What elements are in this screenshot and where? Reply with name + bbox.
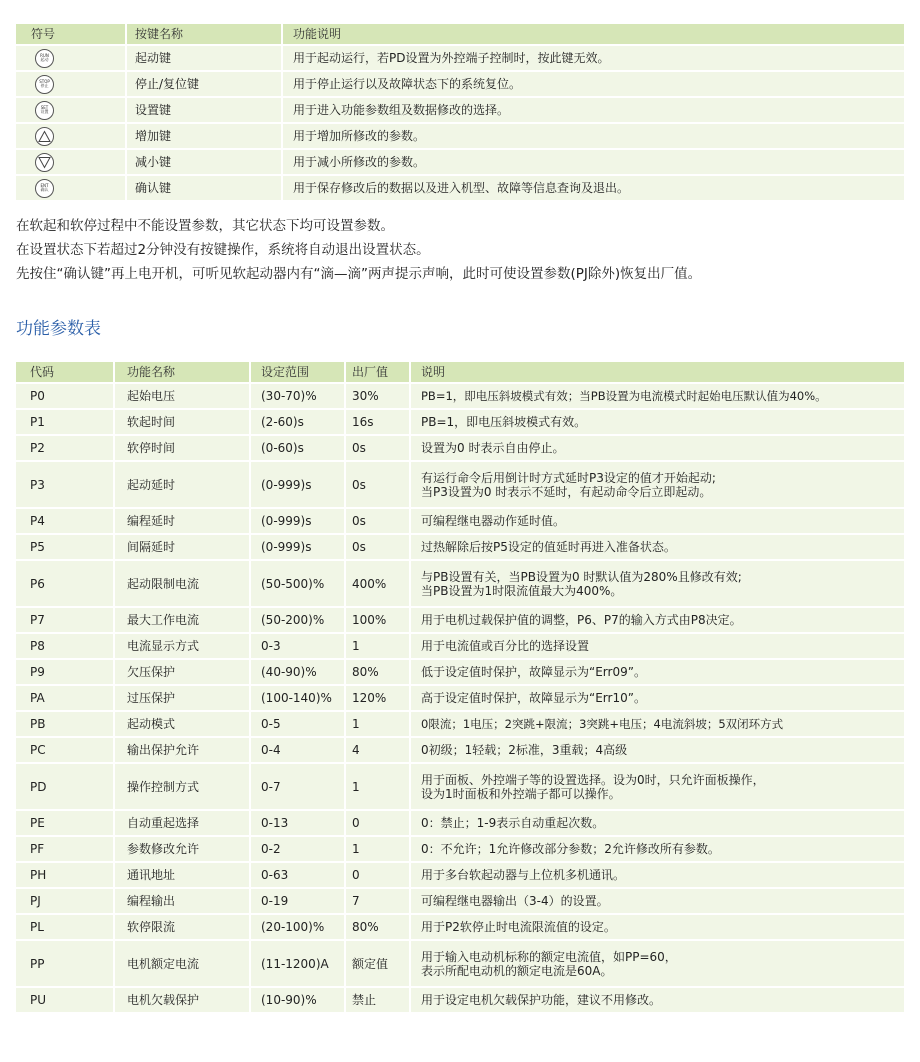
param-row-pl — [16, 913, 904, 939]
key-desc: 用于减小所修改的参数。 — [281, 148, 904, 174]
param-desc: 高于设定值时保护，故障显示为“Err10”。 — [409, 684, 904, 710]
param-desc: 0：禁止；1-9表示自动重起次数。 — [409, 809, 904, 835]
param-default: 0 — [344, 861, 409, 887]
param-default: 100% — [344, 606, 409, 632]
parameter-table — [16, 362, 904, 1012]
param-name: 间隔延时 — [113, 533, 249, 559]
param-range: 0-19 — [249, 887, 344, 913]
param-name: 欠压保护 — [113, 658, 249, 684]
param-row-pc — [16, 736, 904, 762]
param-rows — [16, 382, 904, 1012]
param-default: 额定值 — [344, 939, 409, 986]
key-name: 减小键 — [125, 148, 281, 174]
header-key-name: 按键名称 — [125, 24, 281, 44]
param-desc: 可编程继电器输出（3-4）的设置。 — [409, 887, 904, 913]
param-name: 编程输出 — [113, 887, 249, 913]
param-default: 400% — [344, 559, 409, 606]
triangle-down-icon — [35, 153, 54, 172]
param-desc: PB=1，即电压斜坡模式有效；当PB设置为电流模式时起始电压默认值为40%。 — [409, 382, 904, 408]
key-row-set — [16, 96, 904, 122]
param-name: 起动延时 — [113, 460, 249, 507]
param-range: (40-90)% — [249, 658, 344, 684]
param-name: 编程延时 — [113, 507, 249, 533]
param-desc: 0：不允许；1允许修改部分参数；2允许修改所有参数。 — [409, 835, 904, 861]
param-desc: 0初级；1轻载；2标准，3重载；4高级 — [409, 736, 904, 762]
param-code: P6 — [16, 559, 113, 606]
param-code: P5 — [16, 533, 113, 559]
key-desc: 用于进入功能参数组及数据修改的选择。 — [281, 96, 904, 122]
param-range: (10-90)% — [249, 986, 344, 1012]
key-name: 增加键 — [125, 122, 281, 148]
param-default: 0 — [344, 809, 409, 835]
param-range: (30-70)% — [249, 382, 344, 408]
header-range: 设定范围 — [249, 362, 344, 382]
param-code: P7 — [16, 606, 113, 632]
param-code: PU — [16, 986, 113, 1012]
param-code: P4 — [16, 507, 113, 533]
note-line: 先按住“确认键”再上电开机，可听见软起动器内有“滴—滴”两声提示声响，此时可使设置参数(PJ除外)恢复出厂值。 — [16, 266, 702, 282]
param-range: 0-5 — [249, 710, 344, 736]
param-name: 通讯地址 — [113, 861, 249, 887]
param-row-pj — [16, 887, 904, 913]
param-desc: 用于多台软起动器与上位机多机通讯。 — [409, 861, 904, 887]
key-function-table — [16, 24, 904, 200]
param-range: (20-100)% — [249, 913, 344, 939]
key-name: 起动键 — [125, 44, 281, 70]
param-desc: 过热解除后按P5设定的值延时再进入准备状态。 — [409, 533, 904, 559]
key-desc: 用于增加所修改的参数。 — [281, 122, 904, 148]
param-default: 80% — [344, 658, 409, 684]
param-row-ph — [16, 861, 904, 887]
key-row-stop — [16, 70, 904, 96]
param-row-pe — [16, 809, 904, 835]
setup-notes — [16, 214, 701, 286]
param-default: 80% — [344, 913, 409, 939]
param-default: 1 — [344, 835, 409, 861]
header-symbol: 符号 — [16, 24, 125, 44]
param-row-p2 — [16, 434, 904, 460]
param-range: 0-63 — [249, 861, 344, 887]
param-range: (11-1200)A — [249, 939, 344, 986]
param-row-p1 — [16, 408, 904, 434]
param-code: PH — [16, 861, 113, 887]
param-default: 1 — [344, 632, 409, 658]
enter-key-icon: ENT 确认 — [35, 179, 54, 198]
param-code: PE — [16, 809, 113, 835]
param-default: 0s — [344, 507, 409, 533]
header-code: 代码 — [16, 362, 113, 382]
param-name: 参数修改允许 — [113, 835, 249, 861]
param-range: 0-3 — [249, 632, 344, 658]
param-code: P3 — [16, 460, 113, 507]
param-code: PJ — [16, 887, 113, 913]
param-default: 1 — [344, 710, 409, 736]
param-range: 0-13 — [249, 809, 344, 835]
header-default: 出厂值 — [344, 362, 409, 382]
key-desc: 用于停止运行以及故障状态下的系统复位。 — [281, 70, 904, 96]
param-range: (50-200)% — [249, 606, 344, 632]
param-name: 起动模式 — [113, 710, 249, 736]
key-row-decrease — [16, 148, 904, 174]
param-desc: 用于设定电机欠载保护功能，建议不用修改。 — [409, 986, 904, 1012]
param-name: 电机额定电流 — [113, 939, 249, 986]
param-row-p6 — [16, 559, 904, 606]
param-desc: 用于输入电动机标称的额定电流值，如PP=60， 表示所配电动机的额定电流是60A。 — [409, 939, 904, 986]
param-desc: PB=1，即电压斜坡模式有效。 — [409, 408, 904, 434]
key-row-enter — [16, 174, 904, 200]
param-range: 0-7 — [249, 762, 344, 809]
param-name: 起动限制电流 — [113, 559, 249, 606]
header-desc: 说明 — [409, 362, 904, 382]
key-row-run — [16, 44, 904, 70]
param-code: P2 — [16, 434, 113, 460]
param-default: 120% — [344, 684, 409, 710]
param-row-p7 — [16, 606, 904, 632]
param-name: 过压保护 — [113, 684, 249, 710]
param-row-p4 — [16, 507, 904, 533]
param-row-pa — [16, 684, 904, 710]
param-desc: 与PB设置有关，当PB设置为0 时默认值为280%且修改有效; 当PB设置为1时限流值最大为400%。 — [409, 559, 904, 606]
param-default: 0s — [344, 533, 409, 559]
set-key-icon: SET 设置 — [35, 101, 54, 120]
param-row-p9 — [16, 658, 904, 684]
param-default: 16s — [344, 408, 409, 434]
key-table-header — [16, 24, 904, 44]
param-row-pu — [16, 986, 904, 1012]
param-name: 起始电压 — [113, 382, 249, 408]
param-name: 软停限流 — [113, 913, 249, 939]
param-name: 电流显示方式 — [113, 632, 249, 658]
key-desc: 用于起动运行，若PD设置为外控端子控制时，按此键无效。 — [281, 44, 904, 70]
header-function: 功能说明 — [281, 24, 904, 44]
section-title: 功能参数表 — [16, 319, 101, 339]
param-code: PA — [16, 684, 113, 710]
key-name: 设置键 — [125, 96, 281, 122]
param-range: (50-500)% — [249, 559, 344, 606]
triangle-up-icon — [35, 127, 54, 146]
param-default: 0s — [344, 434, 409, 460]
param-desc: 低于设定值时保护，故障显示为“Err09”。 — [409, 658, 904, 684]
param-row-pb — [16, 710, 904, 736]
param-code: PB — [16, 710, 113, 736]
param-name: 操作控制方式 — [113, 762, 249, 809]
param-range: (0-999)s — [249, 533, 344, 559]
param-row-p5 — [16, 533, 904, 559]
param-desc: 可编程继电器动作延时值。 — [409, 507, 904, 533]
param-desc: 用于电机过载保护值的调整，P6、P7的输入方式由P8决定。 — [409, 606, 904, 632]
param-table-header — [16, 362, 904, 382]
param-default: 1 — [344, 762, 409, 809]
param-code: PC — [16, 736, 113, 762]
param-name: 自动重起选择 — [113, 809, 249, 835]
param-row-p3 — [16, 460, 904, 507]
key-desc: 用于保存修改后的数据以及进入机型、故障等信息查询及退出。 — [281, 174, 904, 200]
param-row-pf — [16, 835, 904, 861]
param-code: PP — [16, 939, 113, 986]
note-line: 在设置状态下若超过2分钟没有按键操作，系统将自动退出设置状态。 — [16, 242, 430, 258]
param-name: 输出保护允许 — [113, 736, 249, 762]
param-range: 0-4 — [249, 736, 344, 762]
param-range: 0-2 — [249, 835, 344, 861]
run-key-icon: RUN 起动 — [35, 49, 54, 68]
param-desc: 用于面板、外控端子等的设置选择。设为0时，只允许面板操作， 设为1时面板和外控端子都可以操作。 — [409, 762, 904, 809]
key-row-increase — [16, 122, 904, 148]
param-name: 电机欠载保护 — [113, 986, 249, 1012]
param-code: PD — [16, 762, 113, 809]
param-default: 7 — [344, 887, 409, 913]
param-desc: 有运行命令后用倒计时方式延时P3设定的值才开始起动; 当P3设置为0 时表示不延时，有起动命令后立即起动。 — [409, 460, 904, 507]
param-default: 禁止 — [344, 986, 409, 1012]
param-desc: 设置为0 时表示自由停止。 — [409, 434, 904, 460]
param-range: (2-60)s — [249, 408, 344, 434]
param-row-pp — [16, 939, 904, 986]
param-row-p8 — [16, 632, 904, 658]
note-line: 在软起和软停过程中不能设置参数，其它状态下均可设置参数。 — [16, 218, 394, 234]
param-desc: 用于电流值或百分比的选择设置 — [409, 632, 904, 658]
param-row-p0 — [16, 382, 904, 408]
param-desc: 0限流；1电压；2突跳+限流；3突跳+电压；4电流斜坡；5双闭环方式 — [409, 710, 904, 736]
key-name: 停止/复位键 — [125, 70, 281, 96]
param-name: 软停时间 — [113, 434, 249, 460]
param-name: 最大工作电流 — [113, 606, 249, 632]
key-name: 确认键 — [125, 174, 281, 200]
param-code: P1 — [16, 408, 113, 434]
param-name: 软起时间 — [113, 408, 249, 434]
param-code: PF — [16, 835, 113, 861]
param-code: PL — [16, 913, 113, 939]
param-range: (0-60)s — [249, 434, 344, 460]
param-default: 30% — [344, 382, 409, 408]
param-code: P9 — [16, 658, 113, 684]
param-code: P0 — [16, 382, 113, 408]
param-range: (100-140)% — [249, 684, 344, 710]
header-name: 功能名称 — [113, 362, 249, 382]
param-default: 0s — [344, 460, 409, 507]
param-row-pd — [16, 762, 904, 809]
param-code: P8 — [16, 632, 113, 658]
param-range: (0-999)s — [249, 507, 344, 533]
param-range: (0-999)s — [249, 460, 344, 507]
stop-key-icon: STOP 停止 — [35, 75, 54, 94]
param-default: 4 — [344, 736, 409, 762]
param-desc: 用于P2软停止时电流限流值的设定。 — [409, 913, 904, 939]
